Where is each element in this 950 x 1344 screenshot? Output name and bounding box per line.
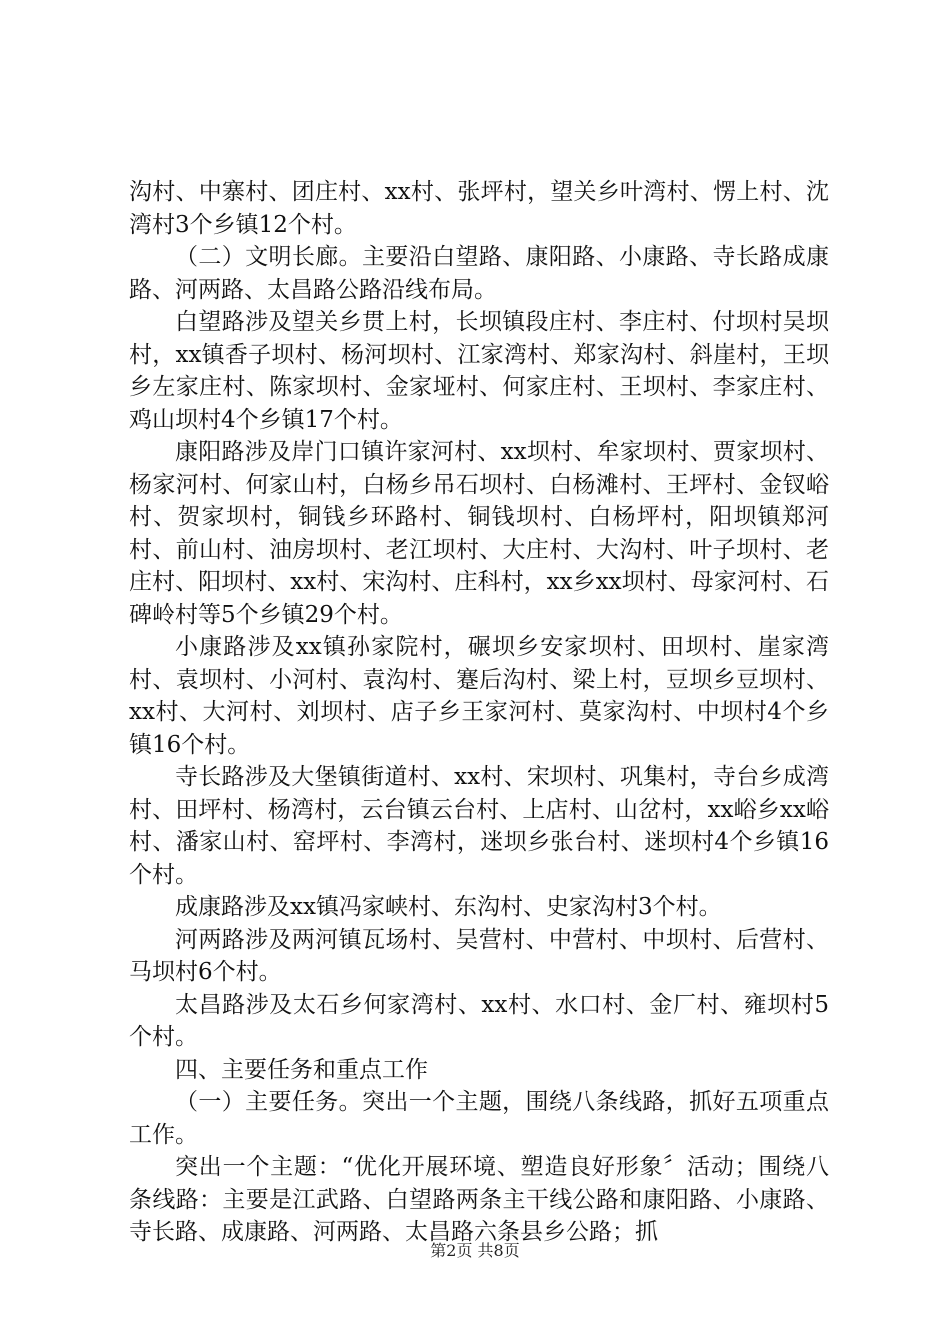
paragraph-taichang-road: 太昌路涉及太石乡何家湾村、xx村、水口村、金厂村、雍坝村5个村。 — [129, 991, 829, 1050]
section-heading-main-tasks: 四、主要任务和重点工作 — [175, 1056, 428, 1083]
paragraph-xiaokang-road: 小康路涉及xx镇孙家院村，碾坝乡安家坝村、田坝村、崖家湾村、袁坝村、小河村、袁沟村、蹇后沟村、梁上村，豆坝乡豆坝村、xx村、大河村、刘坝村、店子乡王家河村、莫家沟村、中坝村4个乡镇16个村。 — [129, 634, 829, 758]
paragraph-theme: 突出一个主题：“优化开展环境、塑造良好形象〞活动；围绕八条线路：主要是江武路、白望路两条主干线公路和康阳路、小康路、寺长路、成康路、河两路、太昌路六条县乡公路；抓 — [129, 1154, 829, 1245]
paragraph-chengkang-road: 成康路涉及xx镇冯家峡村、东沟村、史家沟村3个村。 — [175, 894, 722, 920]
page-number-footer: 第2页 共8页 — [430, 1241, 520, 1260]
paragraph-wenming-changlang: （二）文明长廊。主要沿白望路、康阳路、小康路、寺长路成康路、河两路、太昌路公路沿线布局。 — [129, 244, 829, 303]
paragraph-sichang-road: 寺长路涉及大堡镇街道村、xx村、宋坝村、巩集村，寺台乡成湾村、田坪村、杨湾村，云台镇云台村、上店村、山岔村，xx峪乡xx峪村、潘家山村、窑坪村、李湾村，迷坝乡张台村、迷坝村4个乡镇16个村。 — [129, 764, 829, 888]
paragraph-heliang-road: 河两路涉及两河镇瓦场村、吴营村、中营村、中坝村、后营村、马坝村6个村。 — [129, 926, 829, 985]
paragraph-continuation: 沟村、中寨村、团庄村、xx村、张坪村，望关乡叶湾村、愣上村、沈湾村3个乡镇12个村。 — [129, 179, 829, 238]
paragraph-kangyang-road: 康阳路涉及岸门口镇许家河村、xx坝村、牟家坝村、贾家坝村、杨家河村、何家山村，白杨乡吊石坝村、白杨滩村、王坪村、金钗峪村、贺家坝村，铜钱乡环路村、铜钱坝村、白杨坪村，阳坝镇郑河村、前山村、油房坝村、老江坝村、大庄村、大沟村、叶子坝村、老庄村、阳坝村、xx村、宋沟村、庄科村，xx乡xx坝村、母家河村、石碑岭村等5个乡镇29个村。 — [129, 439, 829, 628]
document-body — [129, 176, 829, 1249]
paragraph-main-tasks: （一）主要任务。突出一个主题，围绕八条线路，抓好五项重点工作。 — [129, 1089, 829, 1148]
paragraph-baiwang-road: 白望路涉及望关乡贯上村，长坝镇段庄村、李庄村、付坝村吴坝村，xx镇香子坝村、杨河坝村、江家湾村、郑家沟村、斜崖村，王坝乡左家庄村、陈家坝村、金家垭村、何家庄村、王坝村、李家庄村、鸡山坝村4个乡镇17个村。 — [129, 309, 829, 433]
